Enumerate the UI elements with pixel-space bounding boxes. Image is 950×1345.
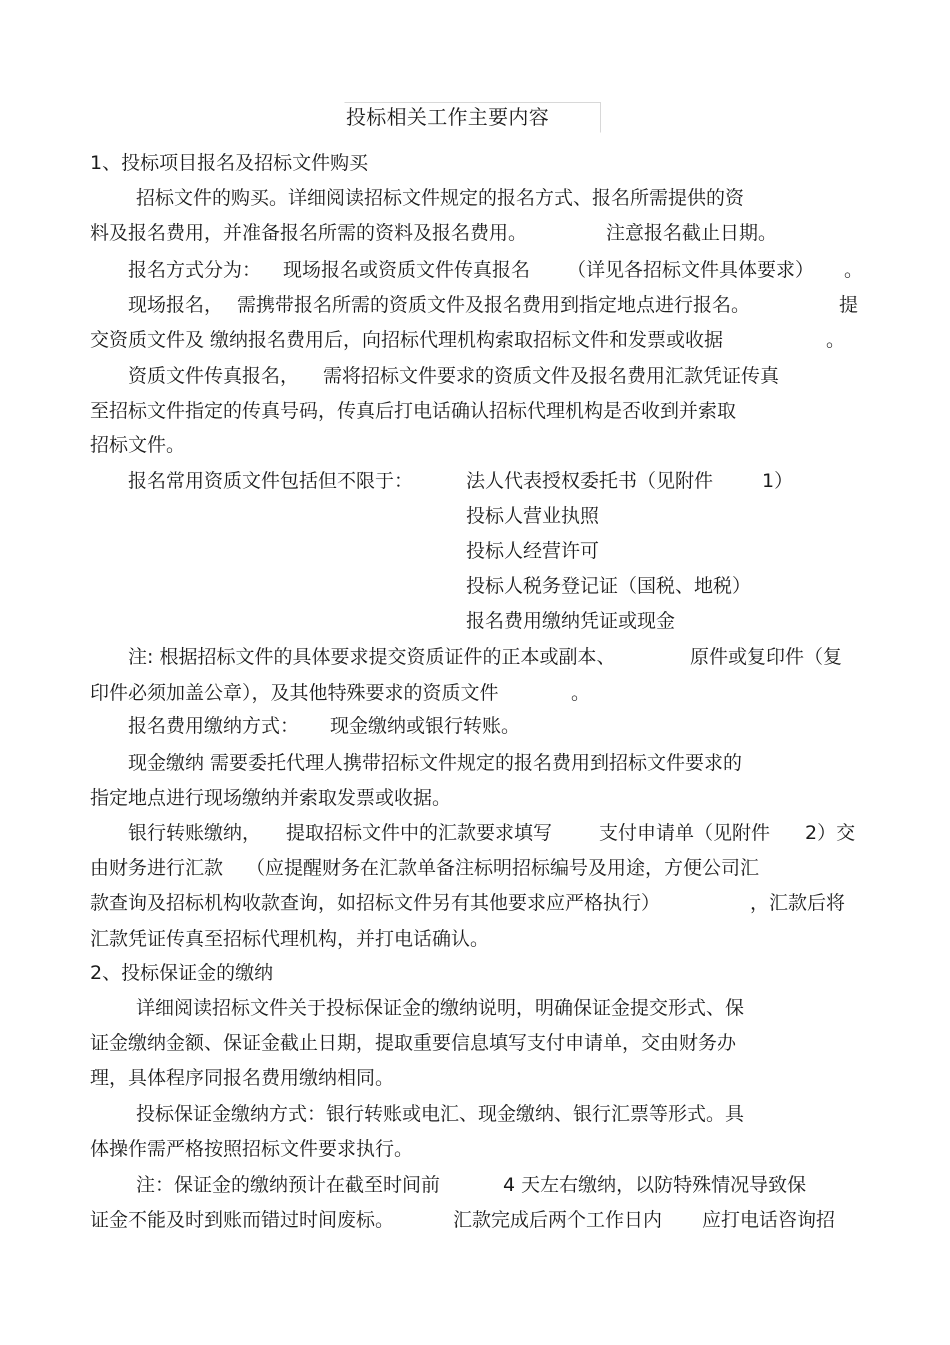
paragraph-line: 支付申请单（见附件	[599, 822, 771, 844]
paragraph-line: 现场报名，	[128, 294, 224, 316]
paragraph-line: 由财务进行汇款	[90, 857, 224, 879]
paragraph-line: 证金不能及时到账而错过时间废标。	[90, 1209, 395, 1231]
paragraph-line: 印件必须加盖公章），及其他特殊要求的资质文件	[90, 682, 499, 704]
paragraph-line: 证金缴纳金额、保证金截止日期，提取重要信息填写支付申请单，交由财务办	[90, 1032, 737, 1054]
paragraph-line: 现场报名或资质文件传真报名	[283, 259, 531, 281]
paragraph-line: 需携带报名所需的资质文件及报名费用到指定地点进行报名。	[237, 294, 751, 316]
paragraph-line: 注: 根据招标文件的具体要求提交资质证件的正本或副本、	[128, 646, 616, 668]
list-item: 1）	[762, 470, 794, 492]
paragraph-line: 2）交	[805, 822, 856, 844]
document-title: 投标相关工作主要内容	[346, 105, 549, 129]
paragraph-line: 4 天左右缴纳，以防特殊情况导致保	[503, 1174, 807, 1196]
paragraph-line: ，汇款后将	[750, 892, 846, 914]
paragraph-line: （详见各招标文件具体要求）	[567, 259, 815, 281]
paragraph-line: 报名方式分为：	[128, 259, 262, 281]
paragraph-line: 至招标文件指定的传真号码，传真后打电话确认招标代理机构是否收到并索取	[90, 400, 737, 422]
paragraph-line: 原件或复印件（复	[690, 646, 843, 668]
section-heading-2: 2、投标保证金的缴纳	[90, 962, 274, 984]
list-item: 投标人税务登记证（国税、地税）	[466, 575, 752, 597]
paragraph-line: 。	[844, 259, 864, 281]
paragraph-line: 银行转账缴纳，	[128, 822, 262, 844]
paragraph-line: 理，具体程序同报名费用缴纳相同。	[90, 1067, 395, 1089]
list-item: 报名费用缴纳凭证或现金	[466, 610, 676, 632]
paragraph-line: 汇款凭证传真至招标代理机构，并打电话确认。	[90, 928, 490, 950]
paragraph-line: 交资质文件及 缴纳报名费用后，向招标代理机构索取招标文件和发票或收据	[90, 329, 724, 351]
list-item: 投标人经营许可	[466, 540, 600, 562]
paragraph-line: （应提醒财务在汇款单备注标明招标编号及用途，方便公司汇	[246, 857, 760, 879]
paragraph-line: 注意报名截止日期。	[606, 222, 778, 244]
paragraph-line: 招标文件。	[90, 434, 186, 456]
paragraph-line: 详细阅读招标文件关于投标保证金的缴纳说明，明确保证金提交形式、保	[136, 997, 745, 1019]
section-heading-1: 1、投标项目报名及招标文件购买	[90, 152, 369, 174]
paragraph-line: 投标保证金缴纳方式：银行转账或电汇、现金缴纳、银行汇票等形式。具	[136, 1103, 745, 1125]
list-item: 投标人营业执照	[466, 505, 600, 527]
paragraph-line: 招标文件的购买。详细阅读招标文件规定的报名方式、报名所需提供的资	[136, 187, 745, 209]
paragraph-line: 资质文件传真报名，	[128, 365, 300, 387]
paragraph-line: 指定地点进行现场缴纳并索取发票或收据。	[90, 787, 452, 809]
paragraph-line: 汇款完成后两个工作日内	[453, 1209, 663, 1231]
paragraph-line: 提	[839, 294, 859, 316]
paragraph-line: 现金缴纳或银行转账。	[330, 715, 521, 737]
paragraph-line: 。	[826, 329, 846, 351]
paragraph-line: 报名常用资质文件包括但不限于：	[128, 470, 414, 492]
paragraph-line: 报名费用缴纳方式：	[128, 715, 300, 737]
paragraph-line: 体操作需严格按照招标文件要求执行。	[90, 1138, 414, 1160]
paragraph-line: 料及报名费用，并准备报名所需的资料及报名费用。	[90, 222, 528, 244]
paragraph-line: 。	[571, 682, 591, 704]
paragraph-line: 款查询及招标机构收款查询，如招标文件另有其他要求应严格执行）	[90, 892, 661, 914]
paragraph-line: 现金缴纳 需要委托代理人携带招标文件规定的报名费用到招标文件要求的	[128, 752, 743, 774]
list-item: 法人代表授权委托书（见附件	[466, 470, 714, 492]
paragraph-line: 需将招标文件要求的资质文件及报名费用汇款凭证传真	[323, 365, 780, 387]
paragraph-line: 应打电话咨询招	[702, 1209, 836, 1231]
paragraph-line: 注：保证金的缴纳预计在截至时间前	[136, 1174, 441, 1196]
paragraph-line: 提取招标文件中的汇款要求填写	[286, 822, 553, 844]
